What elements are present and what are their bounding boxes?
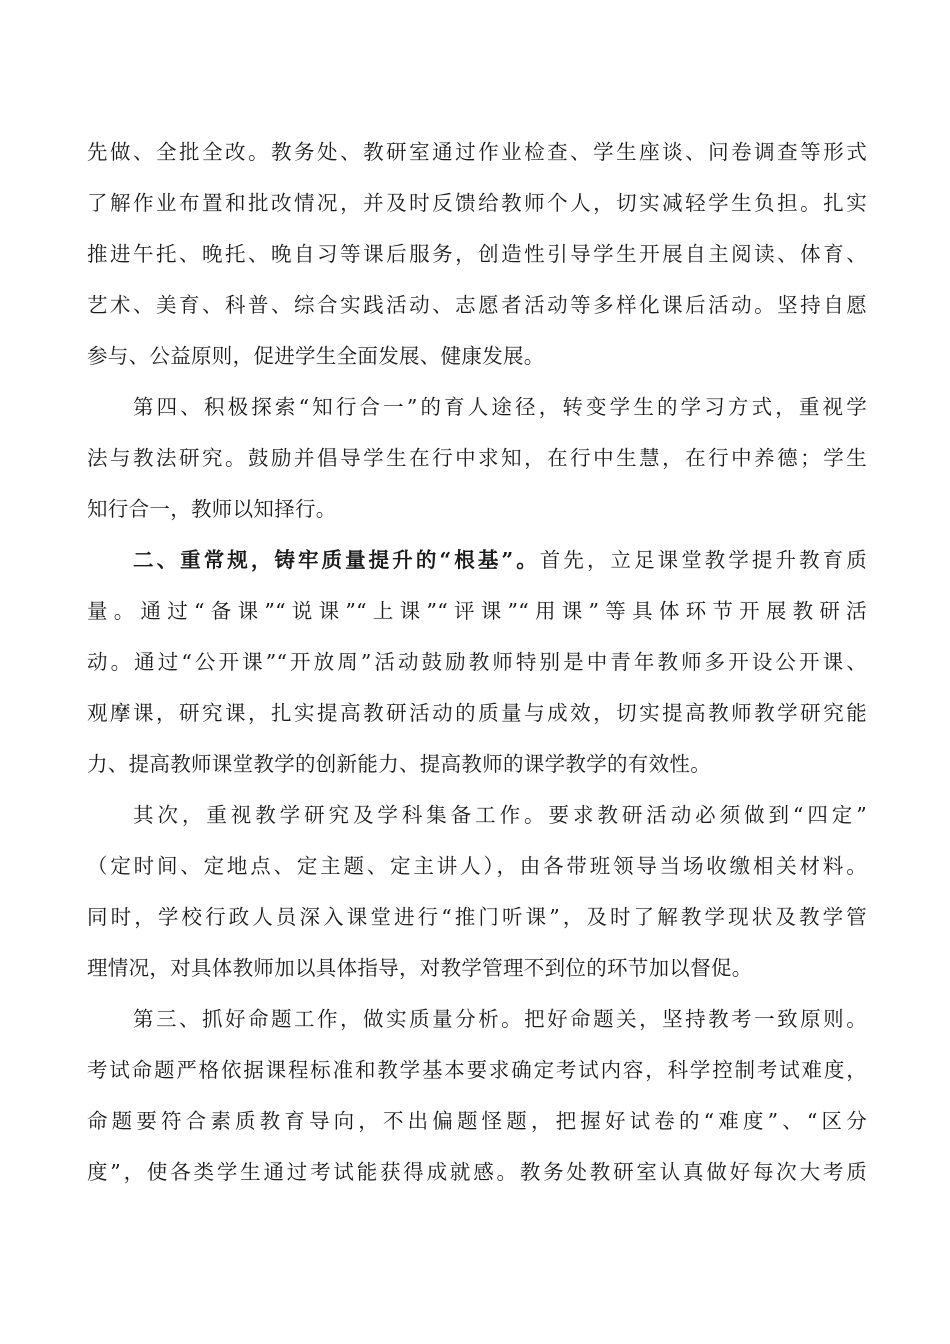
paragraph-2-line-2: 法与教法研究。鼓励并倡导学生在行中求知，在行中生慧，在行中养德；学生 bbox=[87, 446, 867, 470]
paragraph-5-line-1: 第三、抓好命题工作，做实质量分析。把好命题关，坚持教考一致原则。 bbox=[133, 1007, 867, 1031]
paragraph-5-line-3: 命题要符合素质教育导向，不出偏题怪题，把握好试卷的“难度”、“区分 bbox=[87, 1109, 867, 1133]
paragraph-3-line-4: 观摩课，研究课，扎实提高教研活动的质量与成效，切实提高教师教学研究能 bbox=[87, 701, 867, 725]
section-heading: 二、重常规，铸牢质量提升的“根基”。 bbox=[133, 548, 540, 572]
paragraph-1-line-2: 了解作业布置和批改情况，并及时反馈给教师个人，切实减轻学生负担。扎实 bbox=[87, 191, 867, 215]
paragraph-3-line-1 bbox=[133, 547, 867, 573]
paragraph-2-line-1: 第四、积极探索“知行合一”的育人途径，转变学生的学习方式，重视学 bbox=[133, 395, 867, 419]
paragraph-2-line-3: 知行合一，教师以知择行。 bbox=[87, 497, 337, 521]
paragraph-1-line-3: 推进午托、晚托、晚自习等课后服务，创造性引导学生开展自主阅读、体育、 bbox=[87, 242, 867, 266]
paragraph-3-line-2: 量。通过“备课”“说课”“上课”“评课”“用课”等具体环节开展教研活 bbox=[87, 599, 867, 623]
paragraph-1-line-4: 艺术、美育、科普、综合实践活动、志愿者活动等多样化课后活动。坚持自愿 bbox=[87, 293, 867, 317]
paragraph-4-line-1: 其次，重视教学研究及学科集备工作。要求教研活动必须做到“四定” bbox=[133, 803, 867, 827]
paragraph-4-line-2: （定时间、定地点、定主题、定主讲人），由各带班领导当场收缴相关材料。 bbox=[87, 854, 867, 878]
paragraph-4-line-4: 理情况，对具体教师加以具体指导，对教学管理不到位的环节加以督促。 bbox=[87, 956, 753, 980]
paragraph-5-line-2: 考试命题严格依据课程标准和教学基本要求确定考试内容，科学控制考试难度， bbox=[87, 1058, 867, 1082]
paragraph-1-line-5: 参与、公益原则，促进学生全面发展、健康发展。 bbox=[87, 344, 545, 368]
paragraph-3-line-5: 力、提高教师课堂教学的创新能力、提高教师的课学教学的有效性。 bbox=[87, 752, 711, 776]
paragraph-5-line-4: 度”，使各类学生通过考试能获得成就感。教务处教研室认真做好每次大考质 bbox=[87, 1160, 867, 1184]
paragraph-3-line-1-rest: 首先，立足课堂教学提升教育质 bbox=[539, 548, 867, 572]
paragraph-1-line-1: 先做、全批全改。教务处、教研室通过作业检查、学生座谈、问卷调查等形式 bbox=[87, 140, 867, 164]
paragraph-4-line-3: 同时，学校行政人员深入课堂进行“推门听课”，及时了解教学现状及教学管 bbox=[87, 905, 867, 929]
paragraph-3-line-3: 动。通过“公开课”“开放周”活动鼓励教师特别是中青年教师多开设公开课、 bbox=[87, 650, 867, 674]
